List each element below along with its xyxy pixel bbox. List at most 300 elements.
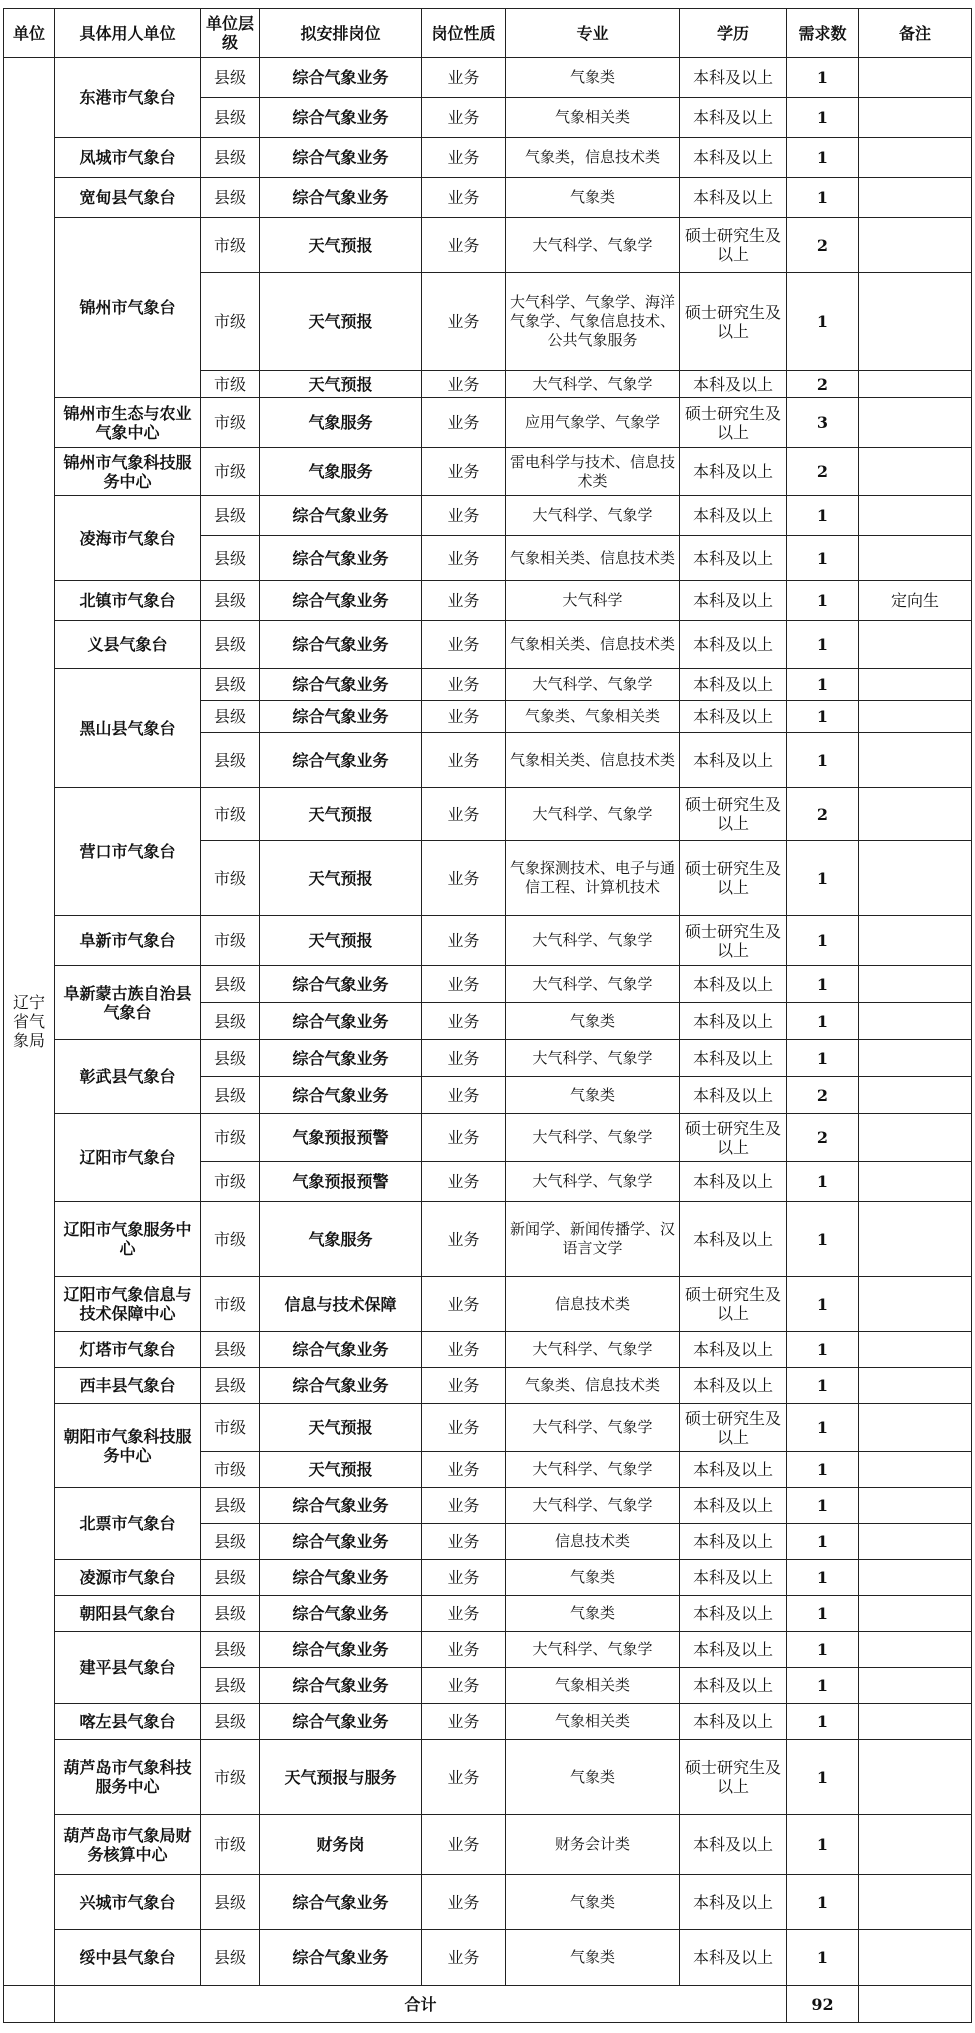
post-cell: 综合气象业务 — [260, 966, 422, 1003]
major-cell: 大气科学、气象学 — [506, 1040, 680, 1077]
level-cell: 市级 — [201, 1452, 260, 1488]
nature-cell: 业务 — [422, 98, 506, 138]
education-cell: 本科及以上 — [680, 1815, 787, 1875]
education-cell: 本科及以上 — [680, 178, 787, 218]
level-cell: 县级 — [201, 496, 260, 536]
major-cell: 气象相关类、信息技术类 — [506, 621, 680, 669]
level-cell: 市级 — [201, 1114, 260, 1162]
education-cell: 硕士研究生及以上 — [680, 1114, 787, 1162]
level-cell: 县级 — [201, 1524, 260, 1560]
major-cell: 气象相关类、信息技术类 — [506, 536, 680, 581]
note-cell — [859, 916, 972, 966]
count-cell: 1 — [787, 98, 859, 138]
post-cell: 天气预报 — [260, 916, 422, 966]
count-cell: 1 — [787, 966, 859, 1003]
note-cell — [859, 138, 972, 178]
employer-cell: 阜新蒙古族自治县气象台 — [55, 966, 201, 1040]
table-row — [4, 1560, 972, 1596]
post-cell: 天气预报 — [260, 1452, 422, 1488]
education-cell: 本科及以上 — [680, 621, 787, 669]
note-cell — [859, 1524, 972, 1560]
employer-cell: 锦州市生态与农业气象中心 — [55, 398, 201, 448]
nature-cell: 业务 — [422, 58, 506, 98]
post-cell: 综合气象业务 — [260, 1930, 422, 1986]
major-cell: 大气科学、气象学 — [506, 1488, 680, 1524]
post-cell: 综合气象业务 — [260, 1003, 422, 1040]
nature-cell: 业务 — [422, 273, 506, 371]
nature-cell: 业务 — [422, 1596, 506, 1632]
nature-cell: 业务 — [422, 1077, 506, 1114]
post-cell: 信息与技术保障 — [260, 1277, 422, 1332]
major-cell: 大气科学、气象学、海洋气象学、气象信息技术、公共气象服务 — [506, 273, 680, 371]
nature-cell: 业务 — [422, 178, 506, 218]
nature-cell: 业务 — [422, 1632, 506, 1668]
employer-cell: 营口市气象台 — [55, 788, 201, 916]
level-cell: 市级 — [201, 273, 260, 371]
education-cell: 本科及以上 — [680, 1368, 787, 1404]
count-cell: 1 — [787, 1704, 859, 1740]
major-cell: 信息技术类 — [506, 1524, 680, 1560]
nature-cell: 业务 — [422, 701, 506, 733]
major-cell: 大气科学、气象学 — [506, 669, 680, 701]
nature-cell: 业务 — [422, 788, 506, 841]
table-row — [4, 1875, 972, 1930]
note-cell — [859, 621, 972, 669]
count-cell: 1 — [787, 1815, 859, 1875]
note-cell — [859, 1040, 972, 1077]
note-cell — [859, 58, 972, 98]
employer-cell: 葫芦岛市气象科技服务中心 — [55, 1740, 201, 1815]
employer-cell: 凌海市气象台 — [55, 496, 201, 581]
education-cell: 本科及以上 — [680, 1668, 787, 1704]
post-cell: 综合气象业务 — [260, 701, 422, 733]
count-cell: 1 — [787, 1040, 859, 1077]
employer-cell: 宽甸县气象台 — [55, 178, 201, 218]
nature-cell: 业务 — [422, 1202, 506, 1277]
employer-cell: 辽阳市气象台 — [55, 1114, 201, 1202]
level-cell: 县级 — [201, 669, 260, 701]
count-cell: 2 — [787, 218, 859, 273]
post-cell: 综合气象业务 — [260, 733, 422, 788]
level-cell: 县级 — [201, 1632, 260, 1668]
level-cell: 县级 — [201, 1332, 260, 1368]
note-cell — [859, 178, 972, 218]
table-row — [4, 1815, 972, 1875]
note-cell — [859, 536, 972, 581]
major-cell: 气象探测技术、电子与通信工程、计算机技术 — [506, 841, 680, 916]
level-cell: 县级 — [201, 966, 260, 1003]
note-cell — [859, 1202, 972, 1277]
education-cell: 本科及以上 — [680, 138, 787, 178]
level-cell: 县级 — [201, 1040, 260, 1077]
count-cell: 2 — [787, 371, 859, 398]
major-cell: 气象类，信息技术类 — [506, 138, 680, 178]
education-cell: 本科及以上 — [680, 1875, 787, 1930]
count-cell: 1 — [787, 1560, 859, 1596]
post-cell: 气象服务 — [260, 448, 422, 496]
note-cell — [859, 1003, 972, 1040]
major-cell: 气象类 — [506, 1003, 680, 1040]
employer-cell: 北票市气象台 — [55, 1488, 201, 1560]
table-row — [4, 1632, 972, 1668]
header-employer: 具体用人单位 — [55, 9, 201, 58]
major-cell: 气象相关类 — [506, 1668, 680, 1704]
nature-cell: 业务 — [422, 448, 506, 496]
post-cell: 天气预报 — [260, 1404, 422, 1452]
level-cell: 县级 — [201, 1077, 260, 1114]
education-cell: 本科及以上 — [680, 1704, 787, 1740]
note-cell — [859, 733, 972, 788]
nature-cell: 业务 — [422, 1332, 506, 1368]
note-cell — [859, 841, 972, 916]
major-cell: 雷电科学与技术、信息技术类 — [506, 448, 680, 496]
major-cell: 气象类 — [506, 178, 680, 218]
major-cell: 大气科学、气象学 — [506, 1404, 680, 1452]
major-cell: 大气科学、气象学 — [506, 1162, 680, 1202]
employer-cell: 锦州市气象台 — [55, 218, 201, 398]
education-cell: 本科及以上 — [680, 733, 787, 788]
major-cell: 大气科学、气象学 — [506, 1114, 680, 1162]
post-cell: 天气预报 — [260, 273, 422, 371]
major-cell: 气象类 — [506, 1596, 680, 1632]
table-row — [4, 398, 972, 448]
nature-cell: 业务 — [422, 1668, 506, 1704]
nature-cell: 业务 — [422, 1740, 506, 1815]
employer-cell: 彰武县气象台 — [55, 1040, 201, 1114]
table-body — [4, 58, 972, 2023]
education-cell: 硕士研究生及以上 — [680, 916, 787, 966]
count-cell: 1 — [787, 58, 859, 98]
post-cell: 综合气象业务 — [260, 98, 422, 138]
education-cell: 本科及以上 — [680, 1524, 787, 1560]
major-cell: 气象类、信息技术类 — [506, 1368, 680, 1404]
major-cell: 大气科学、气象学 — [506, 1452, 680, 1488]
post-cell: 综合气象业务 — [260, 1077, 422, 1114]
employer-cell: 绥中县气象台 — [55, 1930, 201, 1986]
post-cell: 综合气象业务 — [260, 1524, 422, 1560]
education-cell: 本科及以上 — [680, 448, 787, 496]
education-cell: 本科及以上 — [680, 1077, 787, 1114]
employer-cell: 东港市气象台 — [55, 58, 201, 138]
major-cell: 应用气象学、气象学 — [506, 398, 680, 448]
note-cell — [859, 1077, 972, 1114]
education-cell: 本科及以上 — [680, 371, 787, 398]
education-cell: 硕士研究生及以上 — [680, 1404, 787, 1452]
note-cell — [859, 1368, 972, 1404]
count-cell: 1 — [787, 581, 859, 621]
count-cell: 1 — [787, 496, 859, 536]
education-cell: 本科及以上 — [680, 1596, 787, 1632]
employer-cell: 凌源市气象台 — [55, 1560, 201, 1596]
table-row — [4, 788, 972, 841]
table-row — [4, 621, 972, 669]
nature-cell: 业务 — [422, 669, 506, 701]
major-cell: 大气科学、气象学 — [506, 916, 680, 966]
note-cell — [859, 448, 972, 496]
count-cell: 2 — [787, 448, 859, 496]
count-cell: 1 — [787, 1668, 859, 1704]
table-row — [4, 966, 972, 1003]
level-cell: 市级 — [201, 218, 260, 273]
level-cell: 县级 — [201, 138, 260, 178]
note-cell — [859, 1452, 972, 1488]
level-cell: 市级 — [201, 448, 260, 496]
level-cell: 县级 — [201, 733, 260, 788]
note-cell — [859, 701, 972, 733]
nature-cell: 业务 — [422, 536, 506, 581]
employer-cell: 喀左县气象台 — [55, 1704, 201, 1740]
employer-cell: 灯塔市气象台 — [55, 1332, 201, 1368]
post-cell: 气象预报预警 — [260, 1114, 422, 1162]
post-cell: 气象服务 — [260, 398, 422, 448]
count-cell: 1 — [787, 1524, 859, 1560]
level-cell: 市级 — [201, 1740, 260, 1815]
note-cell — [859, 273, 972, 371]
note-cell — [859, 98, 972, 138]
nature-cell: 业务 — [422, 1560, 506, 1596]
major-cell: 大气科学、气象学 — [506, 218, 680, 273]
education-cell: 本科及以上 — [680, 496, 787, 536]
table-row — [4, 1930, 972, 1986]
major-cell: 气象类 — [506, 1740, 680, 1815]
education-cell: 硕士研究生及以上 — [680, 398, 787, 448]
major-cell: 大气科学、气象学 — [506, 371, 680, 398]
education-cell: 本科及以上 — [680, 701, 787, 733]
count-cell: 1 — [787, 733, 859, 788]
count-cell: 1 — [787, 1003, 859, 1040]
table-row — [4, 138, 972, 178]
education-cell: 本科及以上 — [680, 1560, 787, 1596]
post-cell: 综合气象业务 — [260, 1560, 422, 1596]
note-cell — [859, 1596, 972, 1632]
post-cell: 综合气象业务 — [260, 1332, 422, 1368]
employer-cell: 北镇市气象台 — [55, 581, 201, 621]
level-cell: 县级 — [201, 1596, 260, 1632]
nature-cell: 业务 — [422, 841, 506, 916]
table-row — [4, 1277, 972, 1332]
header-count: 需求数 — [787, 9, 859, 58]
education-cell: 硕士研究生及以上 — [680, 1277, 787, 1332]
education-cell: 本科及以上 — [680, 536, 787, 581]
count-cell: 1 — [787, 1162, 859, 1202]
table-row — [4, 1704, 972, 1740]
total-row — [4, 1986, 972, 2023]
nature-cell: 业务 — [422, 1524, 506, 1560]
level-cell: 县级 — [201, 1668, 260, 1704]
table-row — [4, 1404, 972, 1452]
major-cell: 气象类 — [506, 1077, 680, 1114]
major-cell: 大气科学 — [506, 581, 680, 621]
count-cell: 1 — [787, 1452, 859, 1488]
level-cell: 县级 — [201, 1875, 260, 1930]
count-cell: 1 — [787, 1632, 859, 1668]
total-note-cell — [859, 1986, 972, 2023]
count-cell: 1 — [787, 1202, 859, 1277]
note-cell — [859, 496, 972, 536]
table-row — [4, 1740, 972, 1815]
education-cell: 本科及以上 — [680, 1003, 787, 1040]
post-cell: 综合气象业务 — [260, 536, 422, 581]
count-cell: 1 — [787, 536, 859, 581]
post-cell: 综合气象业务 — [260, 496, 422, 536]
employer-cell: 锦州市气象科技服务中心 — [55, 448, 201, 496]
education-cell: 本科及以上 — [680, 669, 787, 701]
employer-cell: 凤城市气象台 — [55, 138, 201, 178]
note-cell — [859, 1815, 972, 1875]
major-cell: 大气科学、气象学 — [506, 1332, 680, 1368]
education-cell: 本科及以上 — [680, 966, 787, 1003]
education-cell: 本科及以上 — [680, 1488, 787, 1524]
education-cell: 本科及以上 — [680, 98, 787, 138]
note-cell: 定向生 — [859, 581, 972, 621]
count-cell: 1 — [787, 701, 859, 733]
employer-cell: 义县气象台 — [55, 621, 201, 669]
major-cell: 气象相关类 — [506, 1704, 680, 1740]
nature-cell: 业务 — [422, 1930, 506, 1986]
note-cell — [859, 1404, 972, 1452]
major-cell: 气象相关类 — [506, 98, 680, 138]
employer-cell: 阜新市气象台 — [55, 916, 201, 966]
level-cell: 县级 — [201, 1560, 260, 1596]
level-cell: 县级 — [201, 621, 260, 669]
table-row — [4, 58, 972, 98]
level-cell: 县级 — [201, 1930, 260, 1986]
employer-cell: 朝阳市气象科技服务中心 — [55, 1404, 201, 1488]
education-cell: 本科及以上 — [680, 1632, 787, 1668]
table-row — [4, 1202, 972, 1277]
employer-cell: 辽阳市气象服务中心 — [55, 1202, 201, 1277]
count-cell: 1 — [787, 1875, 859, 1930]
table-row — [4, 448, 972, 496]
nature-cell: 业务 — [422, 1114, 506, 1162]
count-cell: 3 — [787, 398, 859, 448]
nature-cell: 业务 — [422, 218, 506, 273]
post-cell: 天气预报 — [260, 788, 422, 841]
education-cell: 硕士研究生及以上 — [680, 273, 787, 371]
post-cell: 综合气象业务 — [260, 669, 422, 701]
nature-cell: 业务 — [422, 138, 506, 178]
note-cell — [859, 1560, 972, 1596]
table-row — [4, 1114, 972, 1162]
nature-cell: 业务 — [422, 1162, 506, 1202]
nature-cell: 业务 — [422, 1368, 506, 1404]
table-header-row — [4, 9, 972, 58]
employer-cell: 建平县气象台 — [55, 1632, 201, 1704]
level-cell: 县级 — [201, 1704, 260, 1740]
education-cell: 硕士研究生及以上 — [680, 1740, 787, 1815]
education-cell: 本科及以上 — [680, 1162, 787, 1202]
employer-cell: 西丰县气象台 — [55, 1368, 201, 1404]
major-cell: 气象类、气象相关类 — [506, 701, 680, 733]
nature-cell: 业务 — [422, 1404, 506, 1452]
post-cell: 综合气象业务 — [260, 1368, 422, 1404]
note-cell — [859, 371, 972, 398]
employer-cell: 朝阳县气象台 — [55, 1596, 201, 1632]
count-cell: 1 — [787, 916, 859, 966]
post-cell: 天气预报 — [260, 841, 422, 916]
header-unit: 单位 — [4, 9, 55, 58]
post-cell: 综合气象业务 — [260, 58, 422, 98]
count-cell: 1 — [787, 1404, 859, 1452]
note-cell — [859, 1632, 972, 1668]
level-cell: 市级 — [201, 788, 260, 841]
major-cell: 气象相关类、信息技术类 — [506, 733, 680, 788]
table-row — [4, 218, 972, 273]
post-cell: 综合气象业务 — [260, 1488, 422, 1524]
count-cell: 1 — [787, 1740, 859, 1815]
recruitment-table-sheet — [3, 8, 971, 2023]
major-cell: 财务会计类 — [506, 1815, 680, 1875]
table-row — [4, 581, 972, 621]
note-cell — [859, 1704, 972, 1740]
education-cell: 硕士研究生及以上 — [680, 218, 787, 273]
education-cell: 本科及以上 — [680, 1930, 787, 1986]
header-nature: 岗位性质 — [422, 9, 506, 58]
table-row — [4, 1040, 972, 1077]
note-cell — [859, 1930, 972, 1986]
employer-cell: 黑山县气象台 — [55, 669, 201, 788]
table-row — [4, 1596, 972, 1632]
major-cell: 气象类 — [506, 1875, 680, 1930]
note-cell — [859, 398, 972, 448]
education-cell: 本科及以上 — [680, 1040, 787, 1077]
level-cell: 市级 — [201, 841, 260, 916]
post-cell: 综合气象业务 — [260, 1040, 422, 1077]
note-cell — [859, 1114, 972, 1162]
nature-cell: 业务 — [422, 1875, 506, 1930]
count-cell: 1 — [787, 669, 859, 701]
header-major: 专业 — [506, 9, 680, 58]
province-cell: 辽宁省气象局 — [4, 58, 55, 1986]
post-cell: 综合气象业务 — [260, 1875, 422, 1930]
count-cell: 1 — [787, 1332, 859, 1368]
level-cell: 县级 — [201, 1003, 260, 1040]
table-row — [4, 1488, 972, 1524]
post-cell: 综合气象业务 — [260, 178, 422, 218]
post-cell: 天气预报 — [260, 218, 422, 273]
nature-cell: 业务 — [422, 1452, 506, 1488]
nature-cell: 业务 — [422, 1704, 506, 1740]
nature-cell: 业务 — [422, 371, 506, 398]
level-cell: 市级 — [201, 398, 260, 448]
table-row — [4, 669, 972, 701]
count-cell: 1 — [787, 841, 859, 916]
count-cell: 1 — [787, 1368, 859, 1404]
major-cell: 气象类 — [506, 58, 680, 98]
note-cell — [859, 1332, 972, 1368]
note-cell — [859, 788, 972, 841]
education-cell: 本科及以上 — [680, 1452, 787, 1488]
count-cell: 1 — [787, 1277, 859, 1332]
header-note: 备注 — [859, 9, 972, 58]
major-cell: 大气科学、气象学 — [506, 788, 680, 841]
count-cell: 1 — [787, 273, 859, 371]
count-cell: 1 — [787, 621, 859, 669]
note-cell — [859, 1277, 972, 1332]
post-cell: 气象服务 — [260, 1202, 422, 1277]
nature-cell: 业务 — [422, 581, 506, 621]
level-cell: 县级 — [201, 58, 260, 98]
table-row — [4, 178, 972, 218]
post-cell: 综合气象业务 — [260, 1704, 422, 1740]
note-cell — [859, 1740, 972, 1815]
level-cell: 市级 — [201, 1404, 260, 1452]
level-cell: 市级 — [201, 1202, 260, 1277]
major-cell: 大气科学、气象学 — [506, 966, 680, 1003]
count-cell: 1 — [787, 1488, 859, 1524]
nature-cell: 业务 — [422, 621, 506, 669]
level-cell: 县级 — [201, 581, 260, 621]
